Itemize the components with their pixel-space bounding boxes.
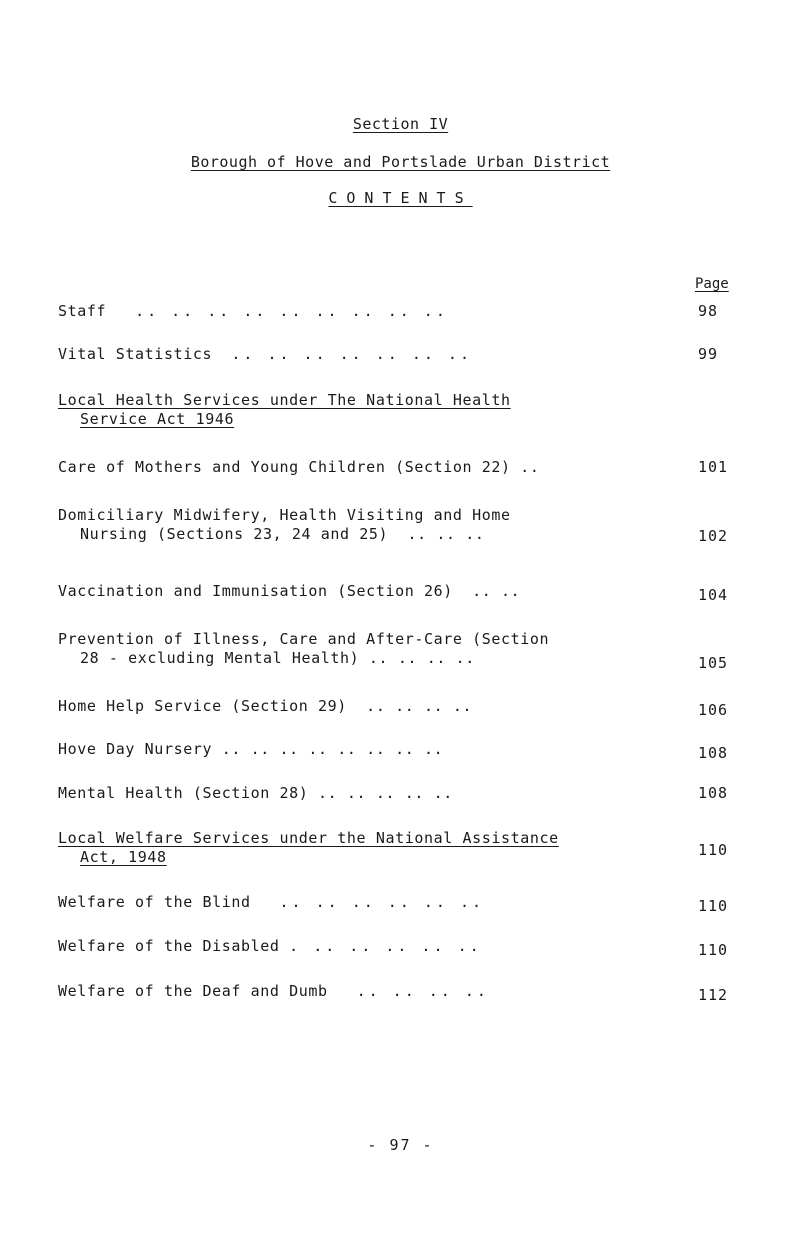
section-heading-nhs (58, 391, 511, 429)
toc-page-number: 110 (698, 941, 729, 959)
footer-page-number: - 97 - (367, 1136, 434, 1154)
toc-page-number: 110 (698, 897, 729, 915)
toc-page-number: 99 (698, 345, 719, 363)
toc-entry-title: Mental Health (Section 28) .. .. .. .. .. (58, 784, 453, 802)
toc-leader-dots: .. .. .. .. (356, 982, 489, 1000)
toc-entry-title: Vaccination and Immunisation (Section 26) .. .. (58, 582, 521, 600)
toc-entry-domiciliary-midwifery (58, 506, 748, 544)
section-heading-line: Service Act 1946 (80, 410, 235, 428)
contents-heading (0, 189, 801, 207)
section-heading-welfare (58, 829, 748, 867)
toc-leader-dots: .. .. .. .. .. .. .. (231, 345, 472, 363)
toc-entry-mental-health (58, 784, 748, 803)
toc-page-number: 108 (698, 784, 729, 802)
section-title: Section IV (352, 115, 449, 133)
toc-page-number: 106 (698, 701, 729, 719)
toc-page-number: 110 (698, 841, 729, 859)
toc-entry-welfare-disabled (58, 937, 748, 959)
toc-entry-title: Hove Day Nursery .. .. .. .. .. .. .. .. (58, 740, 444, 758)
toc-entry-title: Home Help Service (Section 29) .. .. .. .. (58, 697, 473, 715)
toc-entry-title: Vital Statistics (58, 345, 213, 363)
toc-page-number: 104 (698, 586, 729, 604)
toc-page-number: 112 (698, 986, 729, 1004)
toc-entry-staff (58, 302, 748, 321)
toc-entry-title: Staff (58, 302, 107, 320)
toc-page-number: 108 (698, 744, 729, 762)
toc-entry-home-help (58, 697, 748, 719)
toc-page-number: 102 (698, 527, 729, 545)
toc-page-number: 101 (698, 458, 729, 476)
toc-entry-vaccination (58, 582, 748, 604)
borough-title: Borough of Hove and Portslade Urban District (190, 153, 611, 171)
section-heading-line: Act, 1948 (80, 848, 167, 866)
toc-entry-title: Domiciliary Midwifery, Health Visiting and Home (58, 506, 511, 524)
section-heading-line: Local Welfare Services under the National Assistance (58, 829, 559, 847)
page-column-label: Page (695, 276, 729, 292)
toc-page-number: 105 (698, 654, 729, 672)
toc-entry-title-cont: 28 - excluding Mental Health) .. .. .. .. (80, 649, 475, 667)
toc-entry-welfare-blind (58, 893, 748, 915)
toc-entry-title: Welfare of the Disabled (58, 937, 280, 955)
toc-entry-welfare-deaf-dumb (58, 982, 748, 1004)
toc-entry-title-cont: Nursing (Sections 23, 24 and 25) .. .. .. (80, 525, 485, 543)
toc-entry-prevention-of-illness (58, 630, 748, 672)
section-heading-line: Local Health Services under The National Health (58, 391, 511, 409)
toc-entry-title: Welfare of the Deaf and Dumb (58, 982, 328, 1000)
toc-leader-dots: .. .. .. .. .. .. .. .. .. (135, 302, 448, 320)
contents-title: CONTENTS (328, 189, 473, 207)
section-heading (0, 115, 801, 133)
toc-entry-title: Welfare of the Blind (58, 893, 251, 911)
toc-page-number: 98 (698, 302, 719, 320)
toc-entry-hove-day-nursery (58, 740, 748, 762)
toc-leader-dots: . .. .. .. .. .. (289, 937, 482, 955)
toc-leader-dots: .. .. .. .. .. .. (279, 893, 485, 911)
borough-heading (0, 153, 801, 171)
toc-entry-vital-statistics (58, 345, 748, 364)
toc-entry-title: Care of Mothers and Young Children (Section 22) .. (58, 458, 540, 476)
toc-entry-title: Prevention of Illness, Care and After-Care (Section (58, 630, 550, 648)
toc-entry-care-of-mothers (58, 458, 748, 477)
